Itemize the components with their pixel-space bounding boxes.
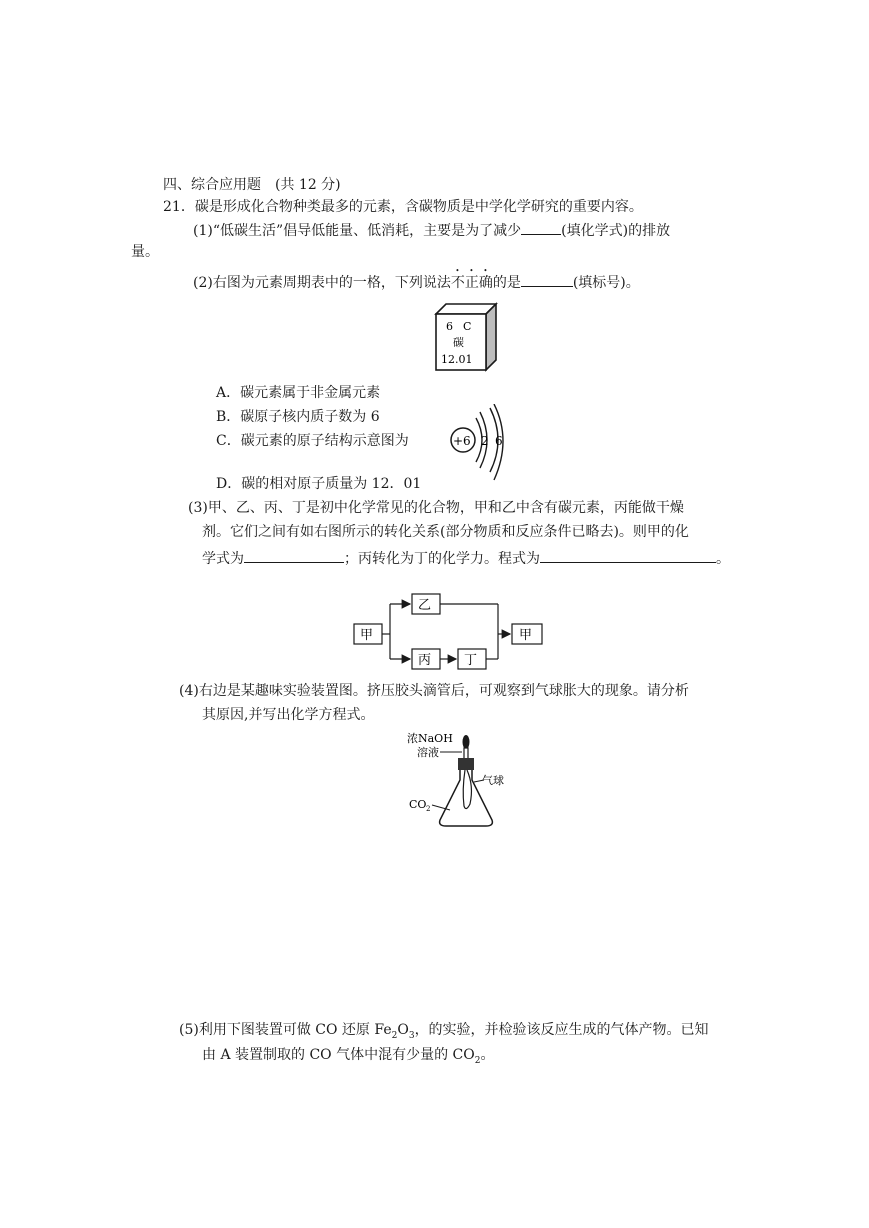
element-number: 6 <box>446 320 453 333</box>
part-5-sub-1: 2 <box>391 1030 398 1041</box>
experiment-apparatus-figure <box>406 730 516 832</box>
part-3-line-c <box>202 548 730 569</box>
element-name: 碳 <box>453 336 464 349</box>
section-title: 四、综合应用题 (共 12 分) <box>163 177 341 193</box>
flow-node-bottom-2: 丁 <box>464 653 478 668</box>
flow-node-bottom-1: 丙 <box>418 653 432 668</box>
part-1-text-b: (填化学式)的排放 <box>561 223 671 239</box>
part-5-text-b2: 。 <box>480 1047 495 1063</box>
part-1-text-a: (1)“低碳生活”倡导低能量、低消耗，主要是为了减少 <box>193 223 522 239</box>
part-3-text-b: 剂。它们之间有如右图所示的转化关系(部分物质和反应条件已略去)。则甲的化 <box>202 524 689 540</box>
flow-node-top: 乙 <box>418 598 432 613</box>
question-21-stem: 21．碳是形成化合物种类最多的元素，含碳物质是中学化学研究的重要内容。 <box>163 199 643 215</box>
part-5-line-a <box>179 1020 709 1046</box>
option-a: A．碳元素属于非金属元素 <box>216 385 381 401</box>
answer-blank-3[interactable] <box>244 548 344 563</box>
part-5-sub-3: 2 <box>474 1055 481 1066</box>
answer-blank-4[interactable] <box>540 548 716 563</box>
label-co2: CO <box>409 798 427 811</box>
element-mass: 12.01 <box>441 353 473 366</box>
conversion-flow-diagram <box>350 588 550 676</box>
part-3-text-c1: 学式为 <box>202 551 244 567</box>
answer-blank-2[interactable] <box>521 272 573 287</box>
shell-1-electrons: 2 <box>481 434 489 448</box>
part-2-emphasis: 不正确 <box>450 275 493 291</box>
part-5-sub-2: 3 <box>408 1030 415 1041</box>
shell-2-electrons: 6 <box>495 434 503 448</box>
label-co2-subscript: 2 <box>426 805 431 813</box>
part-4-text-a: (4)右边是某趣味实验装置图。挤压胶头滴管后，可观察到气球胀大的现象。请分析 <box>179 683 689 699</box>
part-2-text-c: (填标号)。 <box>572 275 640 291</box>
atom-structure-diagram <box>446 404 516 486</box>
label-balloon: 气球 <box>482 774 504 787</box>
element-symbol: C <box>463 320 472 333</box>
option-d: D．碳的相对原子质量为 12．01 <box>216 476 422 492</box>
nucleus-charge: +6 <box>453 434 471 448</box>
part-3-text-c2: ；丙转化为丁的化学力。程式为 <box>344 551 540 567</box>
part-4-text-b: 其原因,并写出化学方程式。 <box>202 707 375 723</box>
part-5-line-b <box>202 1045 494 1071</box>
option-b: B．碳原子核内质子数为 6 <box>216 409 380 425</box>
answer-blank-1[interactable] <box>521 220 561 235</box>
element-cell-figure <box>430 300 502 374</box>
part-2-line <box>193 267 640 293</box>
flow-node-end: 甲 <box>519 628 533 643</box>
part-5-text-b1: 由 A 装置制取的 CO 气体中混有少量的 CO <box>202 1047 475 1063</box>
option-c: C．碳元素的原子结构示意图为 <box>216 433 409 449</box>
part-2-text-a: (2)右图为元素周期表中的一格，下列说法 <box>193 275 451 291</box>
part-3-text-c3: 。 <box>716 551 730 567</box>
part-2-text-b: 的是 <box>492 275 521 291</box>
flow-node-start: 甲 <box>360 628 374 643</box>
part-5-text-a2: O <box>397 1022 409 1038</box>
part-3-text-a: (3)甲、乙、丙、丁是初中化学常见的化合物，甲和乙中含有碳元素，丙能做干燥 <box>188 500 684 516</box>
label-naoh-line-1: 浓NaOH <box>407 732 453 745</box>
part-5-text-a1: (5)利用下图装置可做 CO 还原 Fe <box>179 1022 392 1038</box>
label-naoh-line-2: 溶液 <box>417 746 439 759</box>
part-5-text-a3: ，的实验，并检验该反应生成的气体产物。已知 <box>414 1022 709 1038</box>
part-1-line <box>193 220 670 241</box>
part-1-text-c: 量。 <box>131 244 159 260</box>
